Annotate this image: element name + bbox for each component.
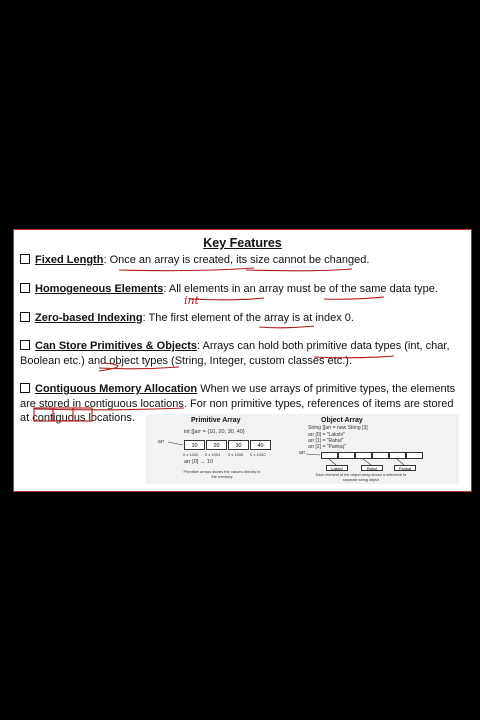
string-object: Pankaj <box>394 465 416 471</box>
bullet-term: Fixed Length <box>35 254 104 266</box>
bullet-text: : Arrays can hold both primitive data types (int, char, Boolean etc.) and object types (String, Integer, custom classes etc.). <box>20 340 450 367</box>
bullet-text: When we use arrays of primitive types, the elements are stored in contiguous locations. For non primitive types, references of items are stored at contiguous locations. <box>20 383 456 424</box>
bullet-text: : Once an array is created, its size cannot be changed. <box>103 254 370 266</box>
bullet-term: Zero-based Indexing <box>35 312 143 324</box>
object-arr-label: arr <box>299 450 306 456</box>
primitive-arr-label: arr <box>158 439 165 445</box>
bullet-zero-based <box>20 311 465 326</box>
address-label: 0 x 1000 <box>183 452 199 457</box>
handwritten-int-note: int <box>184 294 200 307</box>
primitive-array-title: Primitive Array <box>191 417 241 424</box>
bullet-text: : All elements in an array must be of the same data type. <box>163 283 438 295</box>
slide <box>13 229 472 492</box>
checkbox-icon <box>20 312 30 322</box>
primitive-cell: 10 <box>184 440 205 450</box>
object-array-title: Object Array <box>321 417 363 424</box>
bullet-term: Contiguous Memory Allocation <box>35 383 198 395</box>
address-label: 0 x 100C <box>250 452 267 457</box>
array-memory-figure <box>146 414 459 484</box>
bullet-term: Can Store Primitives & Objects <box>35 340 197 352</box>
bullet-text: : The first element of the array is at index 0. <box>142 312 354 324</box>
primitive-declaration: int []arr = {10, 20, 30, 40} <box>184 429 245 435</box>
checkbox-icon <box>20 340 30 350</box>
bullet-term: Homogeneous Elements <box>35 283 164 295</box>
object-caption: Each element of the object array stores a reference to separate string object <box>315 473 407 482</box>
primitive-cell: 30 <box>228 440 249 450</box>
bullet-fixed-length <box>20 253 465 268</box>
checkbox-icon <box>20 383 30 393</box>
object-assignment: arr [2] = "Pankaj" <box>308 444 346 450</box>
figure-arrows <box>146 414 459 484</box>
primitive-cell: 20 <box>206 440 227 450</box>
object-assignment: arr [1] = "Rahul" <box>308 438 344 444</box>
primitive-cell: 40 <box>250 440 271 450</box>
object-assignment: arr [0] = "Lakshi" <box>308 432 345 438</box>
string-object: Rahul <box>361 465 383 471</box>
bullet-homogeneous <box>20 282 465 297</box>
primitive-caption: Primitive arrays stores the values directly in the memory <box>183 469 261 479</box>
object-declaration: String []arr = new String [3] <box>308 425 368 431</box>
checkbox-icon <box>20 283 30 293</box>
bullet-primitives-objects <box>20 339 465 368</box>
string-object: Lakshi <box>326 465 348 471</box>
address-label: 0 x 1008 <box>228 452 244 457</box>
primitive-access: arr [0] → 10 <box>184 459 214 465</box>
slide-title: Key Features <box>203 236 282 250</box>
address-label: 0 x 1004 <box>205 452 221 457</box>
checkbox-icon <box>20 254 30 264</box>
